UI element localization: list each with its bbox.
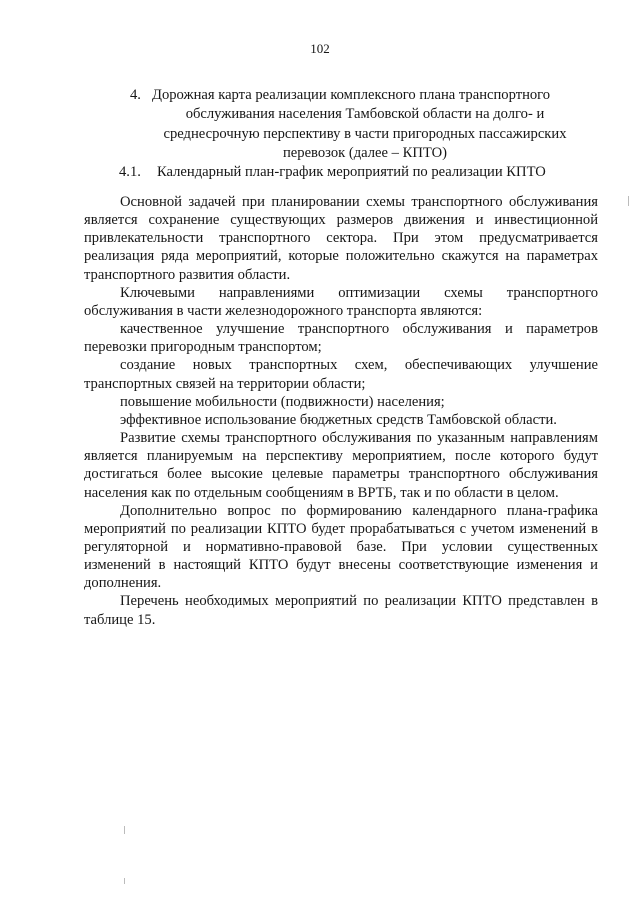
section-heading [130, 86, 600, 164]
section-heading-text-1: Дорожная карта реализации комплексного плана транспортного [152, 87, 551, 103]
paragraph-main-task: Основной задачей при планировании схемы транспортного обслуживания является сохранение существующих размеров движения и инвестиционной привлекательности транспортного сектора. При этом предусматривается реализация ряда мероприятий, которые положительно скажутся на параметрах транспортного развития области. [84, 194, 598, 283]
subsection-title: Календарный план-график мероприятий по реализации КПТО [157, 164, 546, 180]
subsection-number: 4.1. [119, 164, 141, 180]
scan-mark [124, 826, 125, 834]
scan-mark [628, 196, 629, 206]
list-item-mobility: повышение мобильности (подвижности) населения; [120, 393, 445, 410]
list-item-quality: качественное улучшение транспортного обслуживания и параметров перевозки пригородным транспортом; [84, 321, 598, 356]
section-heading-line-4: перевозок (далее – КПТО) [283, 145, 447, 162]
list-item-new-schemes: создание новых транспортных схем, обеспечивающих улучшение транспортных связей на территории области; [84, 357, 598, 392]
list-item-budget: эффективное использование бюджетных средств Тамбовской области. [120, 411, 557, 428]
body-text [84, 193, 598, 629]
subsection-heading [119, 163, 599, 182]
page-number: 102 [310, 41, 330, 56]
paragraph-key-directions: Ключевыми направлениями оптимизации схемы транспортного обслуживания в части железнодорожного транспорта являются: [84, 284, 598, 319]
paragraph-table-reference: Перечень необходимых мероприятий по реализации КПТО представлен в таблице 15. [84, 593, 598, 628]
section-number: 4. [130, 87, 141, 103]
section-heading-line-2: обслуживания населения Тамбовской области на долго- и [185, 106, 545, 123]
section-heading-line-3: среднесрочную перспективу в части пригородных пассажирских [163, 125, 567, 142]
scan-mark [124, 878, 125, 884]
paragraph-additional: Дополнительно вопрос по формированию календарного плана-графика мероприятий по реализации КПТО будет прорабатываться с учетом изменений в регуляторной и нормативно-правовой базе. При условии существенных изменений в настоящий КПТО будут внесены соответствующие изменения и дополнения. [84, 502, 598, 592]
paragraph-development: Развитие схемы транспортного обслуживания по указанным направлениям является планируемым на перспективу мероприятием, после которого будут достигаться более высокие целевые параметры транспортного обслуживания населения как по отдельным сообщениям в ВРТБ, так и по области в целом. [84, 430, 598, 501]
section-heading-line-1 [130, 86, 600, 105]
